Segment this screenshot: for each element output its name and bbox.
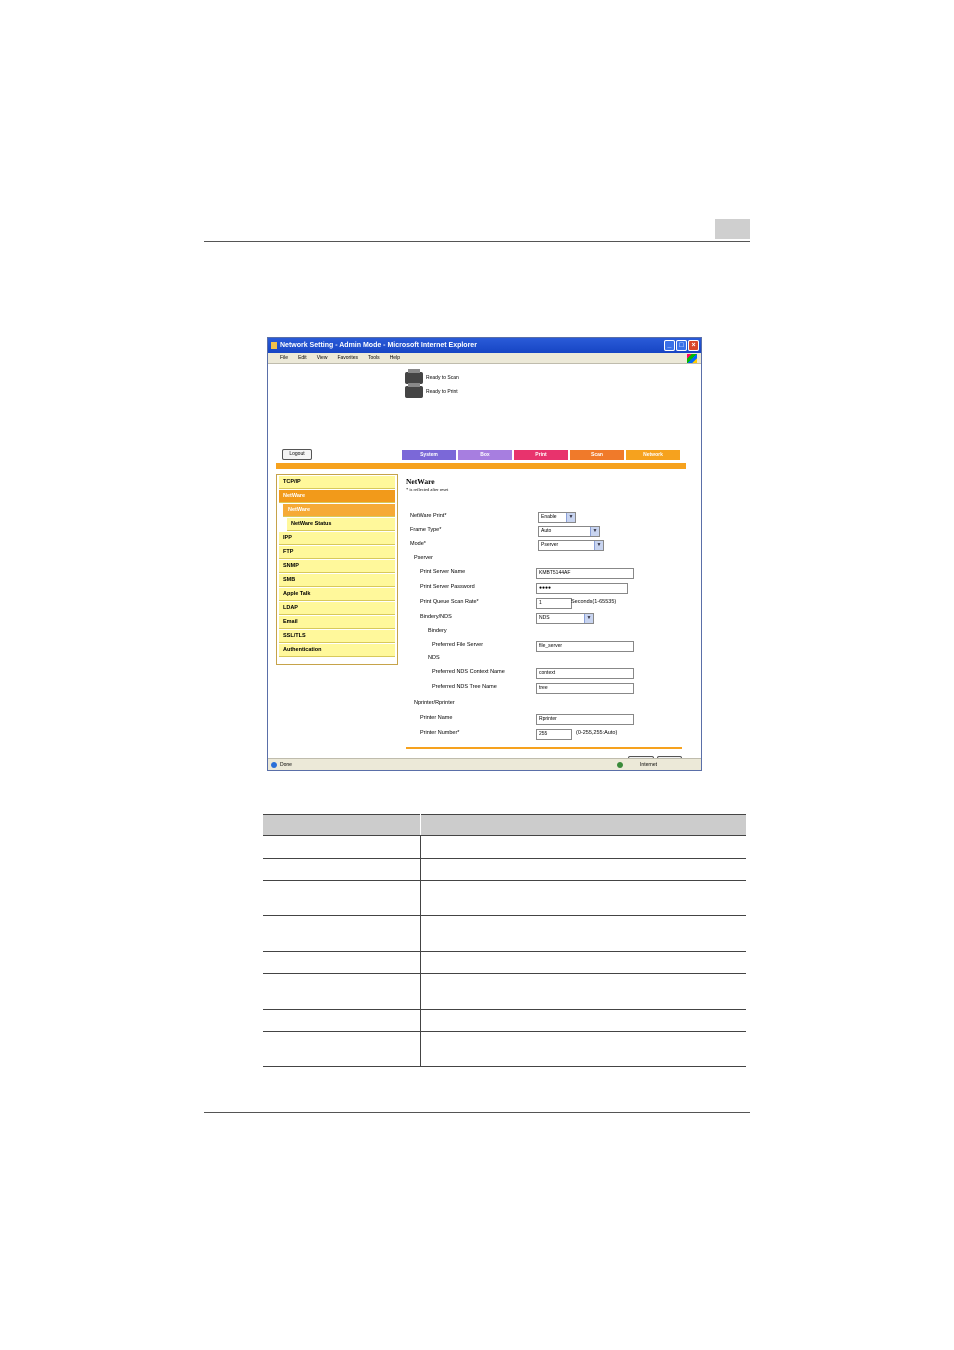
sidebar-item-ipp[interactable]: IPP	[279, 532, 395, 545]
sidebar-item-ftp[interactable]: FTP	[279, 546, 395, 559]
sidebar-item-smb[interactable]: SMB	[279, 574, 395, 587]
table-header-cell	[420, 815, 746, 836]
print-server-name-label: Print Server Name	[420, 569, 466, 575]
netware-print-select[interactable]: Enable ▼	[538, 512, 576, 523]
mode-select[interactable]: Pserver ▼	[538, 540, 604, 551]
menu-help[interactable]: Help	[389, 355, 400, 361]
maximize-icon[interactable]: □	[676, 340, 687, 351]
chevron-down-icon: ▼	[584, 614, 593, 623]
form-title: NetWare	[406, 477, 435, 486]
netware-print-label: NetWare Print*	[410, 513, 447, 519]
printer-number-input[interactable]: 255	[536, 729, 572, 740]
table-row	[263, 881, 746, 916]
chevron-down-icon: ▼	[594, 541, 603, 550]
table-row	[263, 859, 746, 881]
table-header-cell	[263, 815, 420, 836]
menu-favorites[interactable]: Favorites	[337, 355, 358, 361]
security-zone: Internet	[640, 762, 657, 768]
table-row	[263, 974, 746, 1010]
chapter-tab-marker	[715, 219, 750, 239]
printer-number-label: Printer Number*	[420, 730, 460, 736]
table-row	[263, 952, 746, 974]
ie-app-icon	[271, 342, 277, 349]
printer-icon	[405, 386, 423, 398]
nds-tree-label: Preferred NDS Tree Name	[432, 684, 497, 690]
frame-type-label: Frame Type*	[410, 527, 442, 533]
preferred-file-server-input[interactable]: file_server	[536, 641, 634, 652]
sidebar-item-apple-talk[interactable]: Apple Talk	[279, 588, 395, 601]
browser-window	[267, 337, 702, 771]
sidebar-item-netware[interactable]: NetWare	[279, 490, 395, 503]
sidebar-item-ldap[interactable]: LDAP	[279, 602, 395, 615]
tab-system[interactable]: System	[402, 450, 456, 460]
internet-zone-icon	[617, 762, 623, 768]
tab-scan[interactable]: Scan	[570, 450, 624, 460]
nds-tree-input[interactable]: tree	[536, 683, 634, 694]
close-icon[interactable]: ×	[688, 340, 699, 351]
chevron-down-icon: ▼	[566, 513, 575, 522]
tab-network[interactable]: Network	[626, 450, 680, 460]
page-content	[268, 364, 701, 761]
scan-status: Ready to Scan	[405, 372, 459, 384]
browser-statusbar	[268, 758, 701, 770]
table-row	[263, 916, 746, 952]
sidebar-item-snmp[interactable]: SNMP	[279, 560, 395, 573]
form-divider	[406, 747, 682, 749]
tab-underline-bar	[276, 463, 686, 469]
window-titlebar	[268, 338, 701, 353]
page-icon	[271, 762, 277, 768]
printer-number-hint: (0-255,255:Auto)	[576, 730, 618, 736]
print-status: Ready to Print	[405, 386, 458, 398]
print-queue-scan-rate-label: Print Queue Scan Rate*	[420, 599, 479, 605]
netware-form	[406, 477, 686, 492]
nds-context-label: Preferred NDS Context Name	[432, 669, 505, 675]
form-note: * is reflected after reset	[406, 487, 449, 492]
sidebar-item-ssl-tls[interactable]: SSL/TLS	[279, 630, 395, 643]
table-row	[263, 1032, 746, 1067]
chevron-down-icon: ▼	[590, 527, 599, 536]
print-server-password-label: Print Server Password	[420, 584, 475, 590]
table-header-row	[263, 815, 746, 836]
menu-file[interactable]: File	[280, 355, 289, 361]
menu-view[interactable]: View	[316, 355, 328, 361]
preferred-file-server-label: Preferred File Server	[432, 642, 484, 648]
print-server-name-input[interactable]: KMBT5144AF	[536, 568, 634, 579]
print-queue-scan-rate-input[interactable]: 1	[536, 598, 572, 609]
footer-rule	[204, 1112, 750, 1113]
tab-print[interactable]: Print	[514, 450, 568, 460]
minimize-icon[interactable]: _	[664, 340, 675, 351]
nprinter-section-label: Nprinter/Rprinter	[414, 700, 455, 706]
table-row	[263, 1010, 746, 1032]
windows-logo-icon	[687, 354, 697, 363]
header-rule	[204, 241, 750, 242]
settings-table	[263, 814, 746, 1067]
nds-context-input[interactable]: context	[536, 668, 634, 679]
sidebar-subitem-netware-status[interactable]: NetWare Status	[287, 518, 395, 531]
printer-name-input[interactable]: Rprinter	[536, 714, 634, 725]
mode-tabs	[402, 450, 680, 460]
tab-box[interactable]: Box	[458, 450, 512, 460]
bindery-section-label: Bindery	[428, 628, 447, 634]
menu-tools[interactable]: Tools	[368, 355, 380, 361]
sidebar-item-tcpip[interactable]: TCP/IP	[279, 476, 395, 489]
bindery-nds-select[interactable]: NDS ▼	[536, 613, 594, 624]
frame-type-select[interactable]: Auto ▼	[538, 526, 600, 537]
print-server-password-input[interactable]: ●●●●	[536, 583, 628, 594]
mode-label: Mode*	[410, 541, 426, 547]
scan-rate-hint: Seconds(1-65535)	[571, 599, 617, 605]
sidebar	[276, 474, 398, 665]
logout-button[interactable]: Logout	[282, 449, 312, 460]
printer-name-label: Printer Name	[420, 715, 453, 721]
status-text: Done	[280, 762, 292, 768]
menu-bar	[268, 353, 701, 364]
sidebar-item-authentication[interactable]: Authentication	[279, 644, 395, 657]
bindery-nds-label: Bindery/NDS	[420, 614, 452, 620]
window-title: Network Setting - Admin Mode - Microsoft Internet Explorer	[280, 342, 477, 349]
menu-edit[interactable]: Edit	[298, 355, 307, 361]
pserver-section-label: Pserver	[414, 555, 433, 561]
sidebar-item-email[interactable]: Email	[279, 616, 395, 629]
nds-section-label: NDS	[428, 655, 440, 661]
table-row	[263, 836, 746, 859]
sidebar-subitem-netware[interactable]: NetWare	[283, 504, 395, 517]
